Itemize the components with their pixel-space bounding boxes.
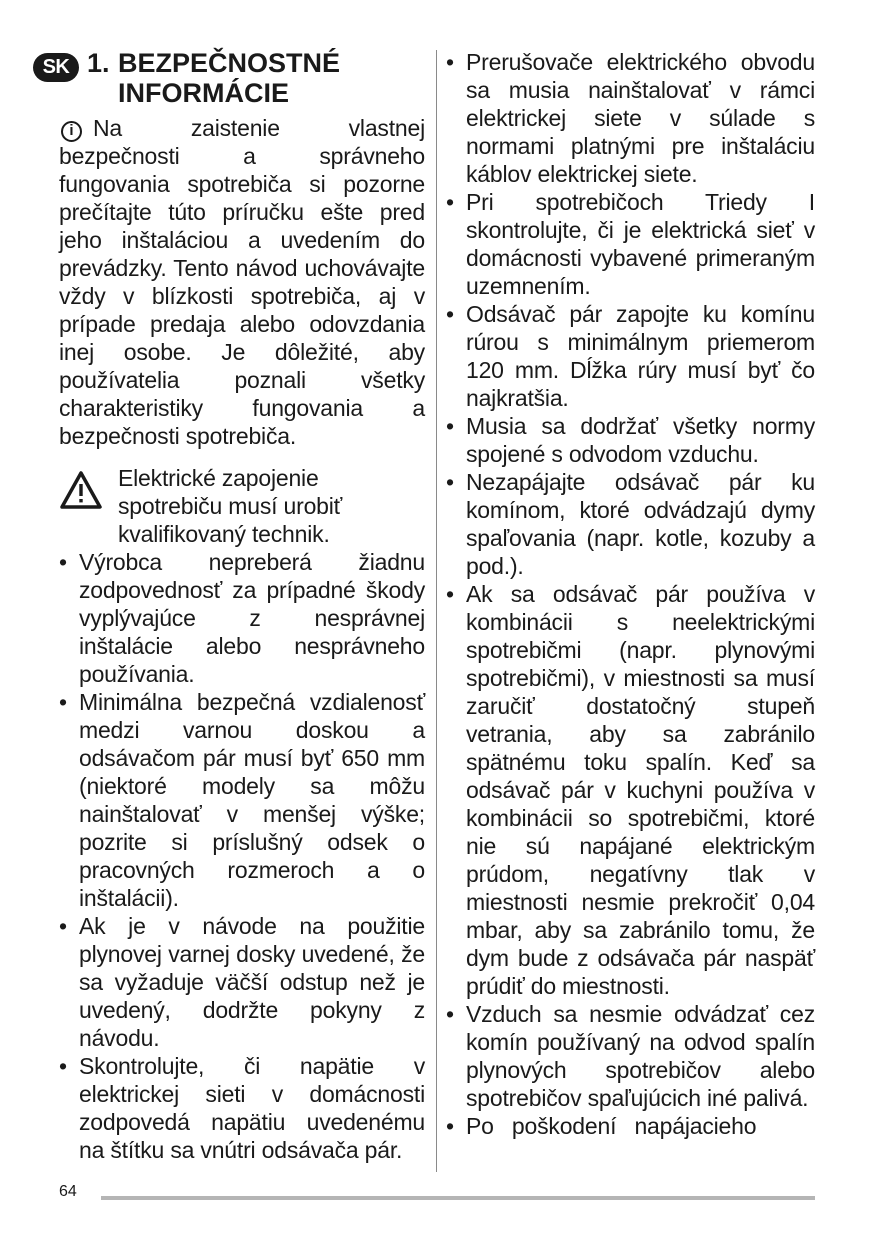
list-item-text: Skontrolujte, či napätie v elektrickej sieti v domácnosti zodpovedá napätiu uvedenému na štítku sa vnútri odsávača pár. — [79, 1053, 425, 1163]
list-item — [446, 300, 815, 412]
bullet-dot: • — [59, 549, 68, 575]
list-item — [446, 48, 815, 188]
list-item-text: Pri spotrebičoch Triedy I skontrolujte, či je elektrická sieť v domácnosti vybavené primeraným uzemnením. — [466, 189, 815, 299]
warning-text: Elektrické zapojenie spotrebiču musí urobiť kvalifikovaný technik. — [118, 465, 343, 547]
list-item-text: Ak je v návode na použitie plynovej varnej dosky uvedené, že sa vyžaduje väčší odstup než je uvedený, dodržte pokyny z návodu. — [79, 913, 425, 1051]
list-item — [59, 548, 425, 688]
bullet-dot: • — [446, 469, 455, 495]
bullet-dot: • — [446, 1113, 455, 1139]
info-icon: i — [61, 121, 82, 142]
list-item — [59, 688, 425, 912]
language-badge: SK — [33, 53, 79, 82]
bullet-dot: • — [446, 189, 455, 215]
section-title-line-1: BEZPEČNOSTNÉ — [118, 48, 341, 78]
section-title — [118, 48, 340, 108]
list-item — [446, 1112, 815, 1140]
bullet-dot: • — [446, 413, 455, 439]
list-item-text: Vzduch sa nesmie odvádzať cez komín používaný na odvod spalín plynových spotrebičov alebo spotrebičov spaľujúcich iné palivá. — [466, 1001, 815, 1111]
left-bullet-list — [59, 548, 425, 1164]
left-column — [42, 48, 425, 1164]
list-item-text: Prerušovače elektrického obvodu sa musia nainštalovať v rámci elektrickej siete v súlade s normami platnými pre inštaláciu káblov elektrickej siete. — [466, 49, 815, 187]
right-column — [446, 48, 815, 1140]
list-item-text: Minimálna bezpečná vzdialenosť medzi varnou doskou a odsávačom pár musí byť 650 mm (niektoré modely sa môžu nainštalovať v menšej výške; pozrite si príslušný odsek o pracovných rozmeroch a o inštalácii). — [79, 689, 425, 911]
bullet-dot: • — [446, 301, 455, 327]
list-item-text: Odsávač pár zapojte ku komínu rúrou s minimálnym priemerom 120 mm. Dĺžka rúry musí byť čo najkratšia. — [466, 301, 815, 411]
bullet-dot: • — [446, 581, 455, 607]
list-item — [59, 1052, 425, 1164]
section-title-line-2: INFORMÁCIE — [118, 78, 289, 108]
warning-triangle-icon — [59, 470, 103, 510]
section-heading — [42, 48, 425, 110]
list-item-text: Ak sa odsávač pár používa v kombinácii s neelektrickými spotrebičmi (napr. plynovými spotrebičmi), v miestnosti sa musí zaručiť dostatočný stupeň vetrania, aby sa zabránilo spätnému toku spalín. Keď sa odsávač pár v kuchyni používa v kombinácii so spotrebičmi, ktoré nie sú napájané elektrickým prúdom, negatívny tlak v miestnosti nesmie prekročiť 0,04 mbar, aby sa zabránilo tomu, že dym bude z odsávača pár naspäť prúdiť do miestnosti. — [466, 581, 815, 999]
right-bullet-list — [446, 48, 815, 1140]
list-item — [446, 468, 815, 580]
section-number: 1. — [87, 48, 110, 78]
list-item — [59, 912, 425, 1052]
list-item — [446, 188, 815, 300]
list-item-text: Výrobca nepreberá žiadnu zodpovednosť za prípadné škody vyplývajúce z nesprávnej inštalácie alebo nesprávneho používania. — [79, 549, 425, 687]
bullet-dot: • — [59, 913, 68, 939]
list-item — [446, 412, 815, 468]
bullet-dot: • — [59, 1053, 68, 1079]
list-item — [446, 580, 815, 1000]
bullet-dot: • — [446, 1001, 455, 1027]
footer-rule — [101, 1196, 815, 1200]
list-item — [446, 1000, 815, 1112]
list-item-text: Po poškodení napájacieho — [466, 1113, 757, 1139]
column-divider — [436, 50, 437, 1172]
intro-paragraph: Na zaistenie vlastnej bezpečnosti a správneho fungovania spotrebiča si pozorne prečítajte túto príručku ešte pred jeho inštaláciou a uvedením do prevádzky. Tento návod uchovávajte vždy v blízkosti spotrebiča, aj v prípade predaja alebo odovzdania inej osobe. Je dôležité, aby používatelia poznali všetky charakteristiky fungovania a bezpečnosti spotrebiča. — [59, 115, 425, 449]
list-item-text: Musia sa dodržať všetky normy spojené s odvodom vzduchu. — [466, 413, 815, 467]
list-item-text: Nezapájajte odsávač pár ku komínom, ktoré odvádzajú dymy spaľovania (napr. kotle, kozuby a pod.). — [466, 469, 815, 579]
warning-note — [59, 464, 425, 548]
bullet-dot: • — [446, 49, 455, 75]
info-note — [59, 114, 425, 450]
page-number: 64 — [59, 1183, 77, 1200]
bullet-dot: • — [59, 689, 68, 715]
